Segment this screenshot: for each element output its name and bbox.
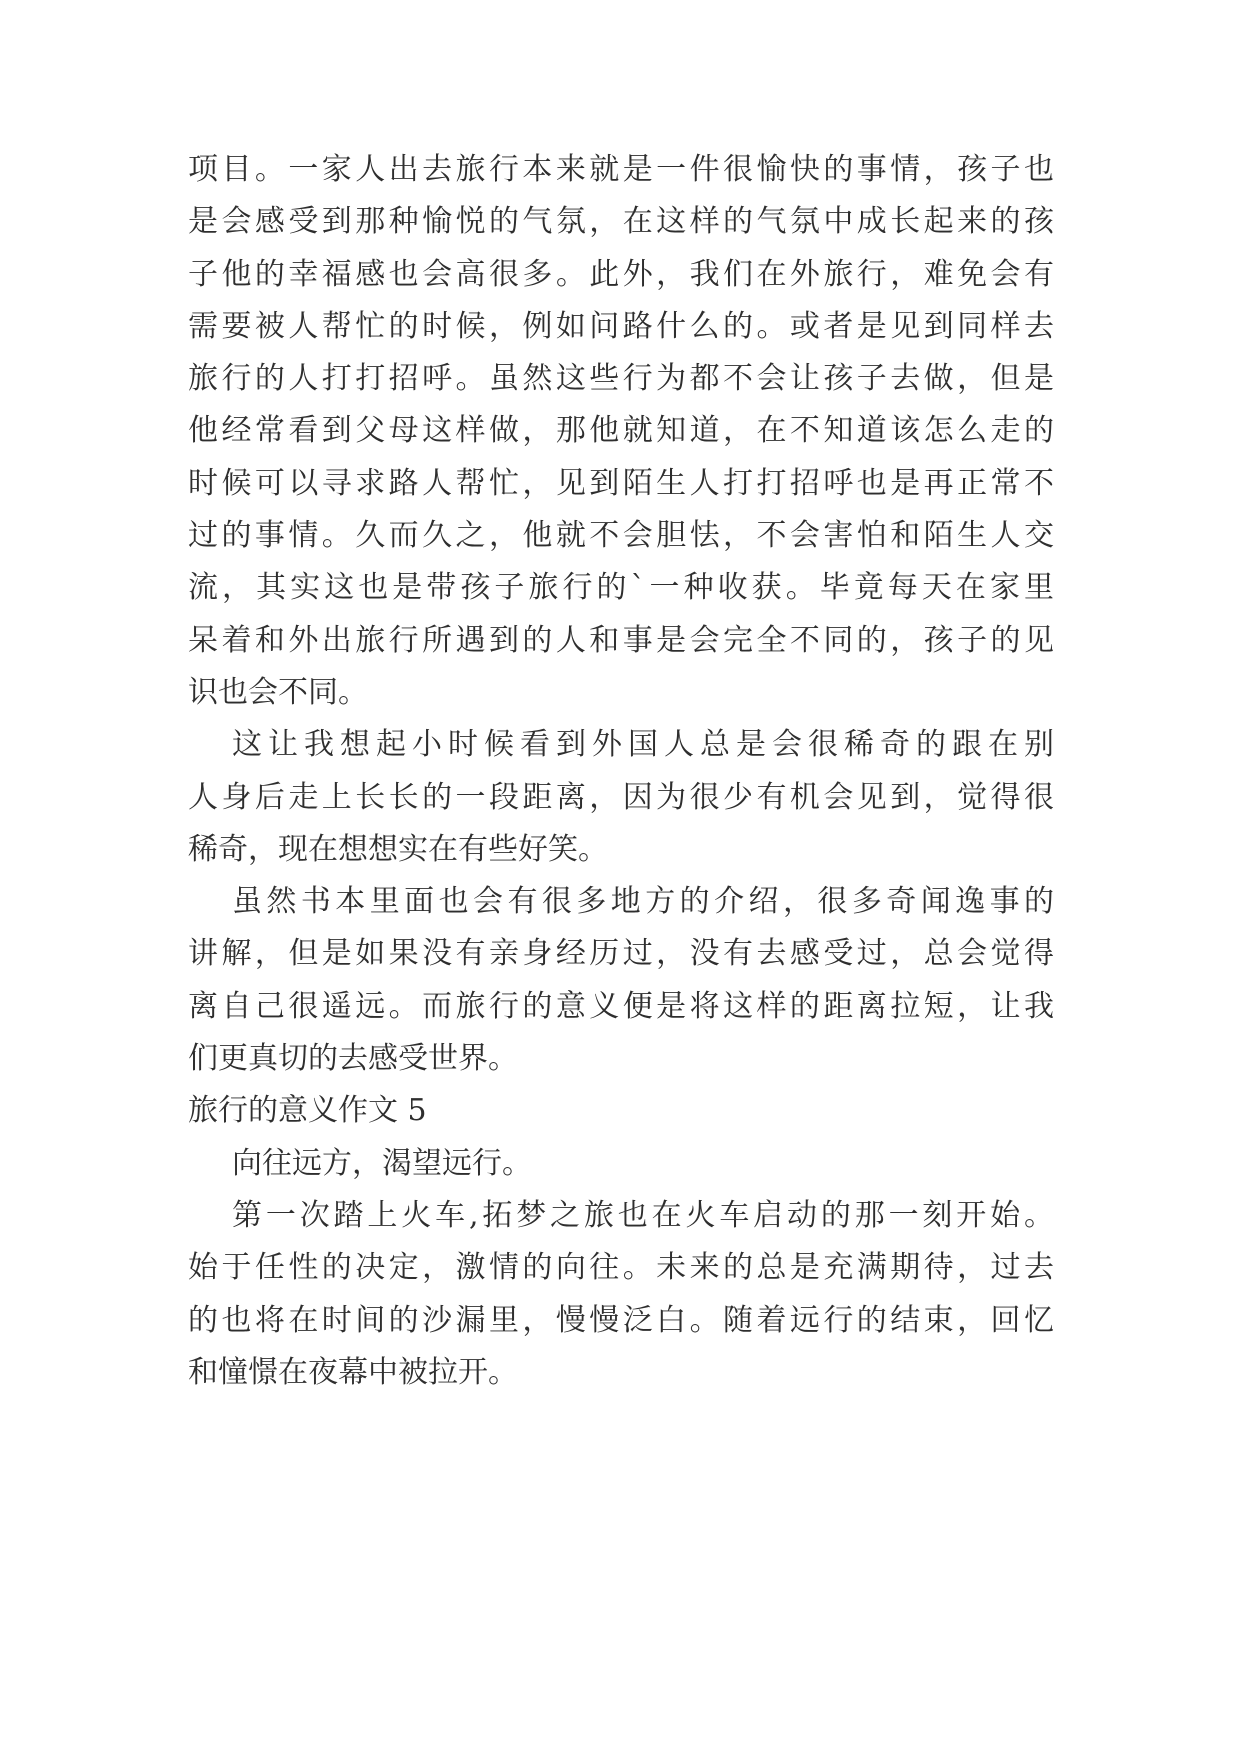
paragraph	[188, 719, 1054, 876]
text-line: 子他的幸福感也会高很多。此外，我们在外旅行，难免会有	[188, 256, 1054, 292]
text-line: 呆着和外出旅行所遇到的人和事是会完全不同的，孩子的见	[188, 622, 1054, 658]
text-line: 时候可以寻求路人帮忙，见到陌生人打打招呼也是再正常不	[188, 465, 1054, 501]
text-line: 项目。一家人出去旅行本来就是一件很愉快的事情，孩子也	[188, 152, 1054, 187]
text-line: 流，其实这也是带孩子旅行的`一种收获。毕竟每天在家里	[188, 570, 1054, 606]
text-line: 向往远方，渴望远行。	[232, 1145, 532, 1181]
text-line: 讲解，但是如果没有亲身经历过，没有去感受过，总会觉得	[188, 936, 1054, 972]
text-line: 稀奇，现在想想实在有些好笑。	[188, 831, 608, 867]
text-line: 和憧憬在夜幕中被拉开。	[188, 1354, 518, 1390]
section-heading: 旅行的意义作文 5	[188, 1093, 427, 1129]
text-line: 的也将在时间的沙漏里，慢慢泛白。随着远行的结束，回忆	[188, 1302, 1054, 1338]
text-line: 需要被人帮忙的时候，例如问路什么的。或者是见到同样去	[188, 308, 1054, 344]
text-line: 识也会不同。	[188, 674, 368, 710]
text-line: 第一次踏上火车,拓梦之旅也在火车启动的那一刻开始。	[232, 1197, 1054, 1233]
text-line: 始于任性的决定，激情的向往。未来的总是充满期待，过去	[188, 1250, 1054, 1286]
text-line: 过的事情。久而久之，他就不会胆怯，不会害怕和陌生人交	[188, 518, 1054, 554]
text-line: 是会感受到那种愉悦的气氛，在这样的气氛中成长起来的孩	[188, 204, 1054, 240]
text-line: 们更真切的去感受世界。	[188, 1041, 518, 1077]
paragraph	[188, 1138, 1054, 1190]
paragraph-continued	[188, 144, 1054, 719]
paragraph	[188, 876, 1054, 1085]
text-line: 人身后走上长长的一段距离，因为很少有机会见到，觉得很	[188, 779, 1054, 815]
text-line: 离自己很遥远。而旅行的意义便是将这样的距离拉短，让我	[188, 988, 1054, 1024]
text-line: 这让我想起小时候看到外国人总是会很稀奇的跟在别	[232, 727, 1054, 763]
paragraph	[188, 1190, 1054, 1399]
text-line: 他经常看到父母这样做，那他就知道，在不知道该怎么走的	[188, 413, 1054, 449]
document-page	[188, 144, 1054, 1399]
text-line: 虽然书本里面也会有很多地方的介绍，很多奇闻逸事的	[232, 884, 1054, 920]
text-line: 旅行的人打打招呼。虽然这些行为都不会让孩子去做，但是	[188, 361, 1054, 397]
